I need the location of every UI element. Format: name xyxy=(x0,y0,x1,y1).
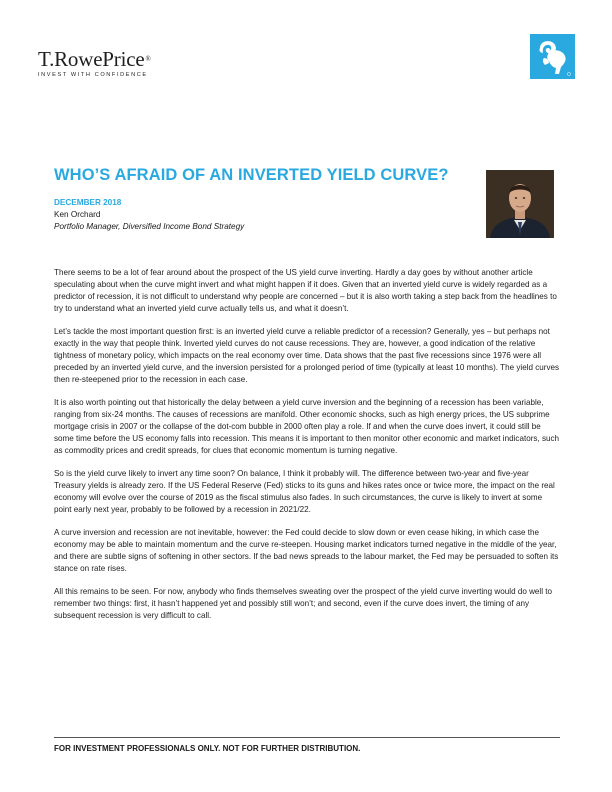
author-photo xyxy=(486,170,554,238)
body-paragraph: A curve inversion and recession are not inevitable, however: the Fed could decide to slow down or even cease hiking, in which case the economy may be able to maintain momentum and the curve re-steepen. Housing market indicators turned negative in the middle of the year, and there are subtle signs of softening in other sectors. If the bad news spreads to the labour market, the Fed may be persuaded to soften its stance on rate rises. xyxy=(54,528,559,573)
article-title: WHO’S AFRAID OF AN INVERTED YIELD CURVE? xyxy=(54,166,449,184)
registered-mark: ® xyxy=(145,55,151,63)
body-paragraph: Let’s tackle the most important question first: is an inverted yield curve a reliable predictor of a recession? Generally, yes – but perhaps not exactly in the way that people think. Inverted yield curves do not cause recessions. They are, however, a good indication of the relative tightness of monetary policy, which impacts on the real economy over time. Data shows that the past five recessions since 1976 were all preceded by an inverted yield curve, and the inversion persisted for a prolonged period of time (typically at least 10 months). The yield curves then re-steepened prior to the recession in each case. xyxy=(54,327,560,384)
company-logo xyxy=(38,48,151,78)
publication-date: DECEMBER 2018 xyxy=(54,198,122,207)
body-paragraph: It is also worth pointing out that historically the delay between a yield curve inversion and the beginning of a recession has been variable, ranging from six-24 months. The causes of recessions are manifold. Other economic shocks, such as high energy prices, the US subprime mortgage crisis in 2007 or the collapse of the dot-com bubble in 2000 often play a role. If and when the curve does invert, it could still be some time before the US economy falls into recession. This means it is important to then monitor other economic and market indicators, such as commodity prices and credit spreads, for clues that economic momentum is turning negative. xyxy=(54,398,560,455)
logo-name: T.RowePrice xyxy=(38,47,145,71)
article-meta xyxy=(54,197,244,233)
body-paragraph: There seems to be a lot of fear around about the prospect of the US yield curve inverting. Hardly a day goes by without another article speculating about when the curve might invert and what might happen if it does. Given that an inverted yield curve is widely regarded as a predictor of recession, it is not difficult to understand why people are concerned – but it is also worth taking a step back from the headlines to try to understand what an inverted yield curve actually tells us, and what it doesn’t. xyxy=(54,268,557,313)
distribution-disclaimer: FOR INVESTMENT PROFESSIONALS ONLY. NOT FOR FURTHER DISTRIBUTION. xyxy=(54,744,361,753)
author-name: Ken Orchard xyxy=(54,210,101,219)
body-paragraph: So is the yield curve likely to invert any time soon? On balance, I think it probably will. The difference between two-year and five-year Treasury yields is already zero. If the US Federal Reserve (Fed) sticks to its guns and hikes rates once or twice more, the impact on the real economy will evolve over the course of 2019 as the fiscal stimulus also fades. In such circumstances, the curve is likely to invert at some point early next year, probably to be followed by a recession in 2021/22. xyxy=(54,469,555,514)
author-role: Portfolio Manager, Diversified Income Bond Strategy xyxy=(54,222,245,231)
logo-tagline: INVEST WITH CONFIDENCE xyxy=(38,72,148,78)
footer-divider xyxy=(54,737,560,738)
article-body xyxy=(54,267,560,633)
body-paragraph: All this remains to be seen. For now, anybody who finds themselves sweating over the prospect of the yield curve inverting would do well to remember two things: first, it hasn’t happened yet and possibly still won’t; and second, even if the curve does invert, the timing of any subsequent recession is very difficult to call. xyxy=(54,587,553,620)
bighorn-ram-logo-icon xyxy=(530,34,575,79)
